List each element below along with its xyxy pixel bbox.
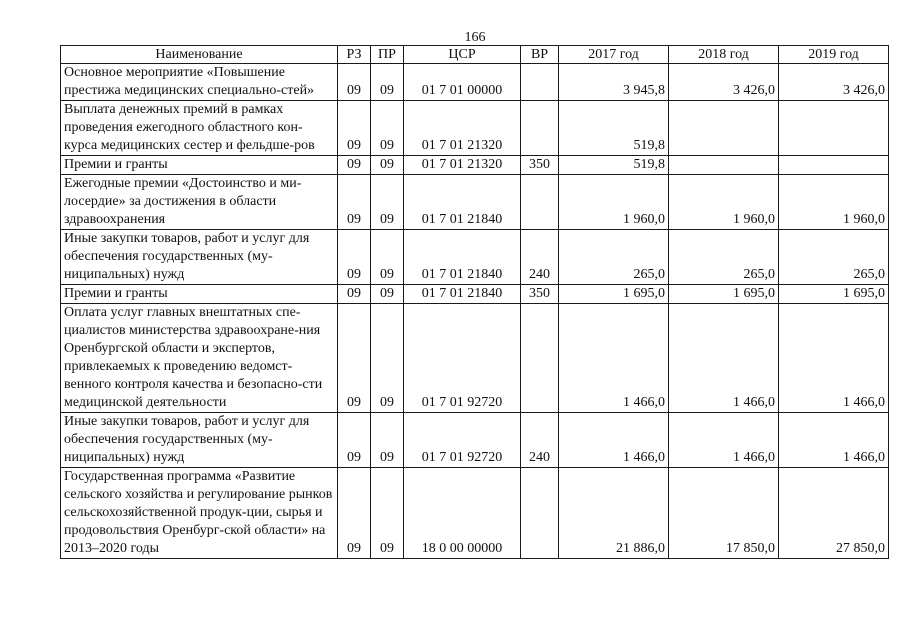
row-pr: 09: [371, 230, 404, 285]
row-rz: 09: [338, 64, 371, 101]
table-row: [61, 101, 889, 156]
row-vr: 350: [521, 156, 559, 175]
row-2017: 3 945,8: [559, 64, 669, 101]
row-vr: [521, 101, 559, 156]
table-row: [61, 413, 889, 468]
row-csr: 01 7 01 21840: [404, 285, 521, 304]
row-vr: [521, 468, 559, 559]
row-name-cell: [61, 468, 338, 559]
row-name-cell: [61, 304, 338, 413]
row-pr: 09: [371, 413, 404, 468]
row-2019: 1 466,0: [779, 413, 889, 468]
row-name-cell: [61, 64, 338, 101]
row-pr: 09: [371, 304, 404, 413]
row-name: Ежегодные премии «Достоинство и ми-лосердие» за достижения в области здравоохранения: [64, 176, 302, 227]
row-2018: 1 695,0: [669, 285, 779, 304]
row-2019: 1 695,0: [779, 285, 889, 304]
row-2017: 1 466,0: [559, 304, 669, 413]
row-2018: [669, 101, 779, 156]
row-name: Премии и гранты: [64, 157, 168, 172]
header-vr: ВР: [521, 46, 559, 64]
row-vr: [521, 304, 559, 413]
row-2017: 1 960,0: [559, 175, 669, 230]
header-2018: 2018 год: [669, 46, 779, 64]
page-number: 166: [464, 30, 486, 45]
row-csr: 01 7 01 21320: [404, 101, 521, 156]
row-rz: 09: [338, 156, 371, 175]
row-2018: 3 426,0: [669, 64, 779, 101]
row-2017: 519,8: [559, 156, 669, 175]
row-name: Основное мероприятие «Повышение престижа медицинских специально-стей»: [64, 65, 315, 98]
row-name: Государственная программа «Развитие сельского хозяйства и регулирование рынков сельскохозяйственной продук-ции, сырья и продовольствия Оренбург-ской области» на 2013–2020 годы: [64, 469, 333, 556]
row-pr: 09: [371, 285, 404, 304]
row-2018: [669, 156, 779, 175]
table-row: [61, 64, 889, 101]
table-row: [61, 156, 889, 175]
row-name-cell: [61, 156, 338, 175]
row-rz: 09: [338, 304, 371, 413]
row-pr: 09: [371, 175, 404, 230]
row-name: Премии и гранты: [64, 286, 168, 301]
row-2017: 1 695,0: [559, 285, 669, 304]
row-csr: 18 0 00 00000: [404, 468, 521, 559]
budget-table: [60, 45, 889, 559]
row-csr: 01 7 01 92720: [404, 413, 521, 468]
header-name: Наименование: [61, 46, 338, 64]
row-pr: 09: [371, 64, 404, 101]
row-2019: 3 426,0: [779, 64, 889, 101]
row-2017: 519,8: [559, 101, 669, 156]
row-csr: 01 7 01 21320: [404, 156, 521, 175]
row-2017: 1 466,0: [559, 413, 669, 468]
table-row: [61, 304, 889, 413]
row-2019: 1 960,0: [779, 175, 889, 230]
row-name-cell: [61, 230, 338, 285]
row-vr: 350: [521, 285, 559, 304]
header-2019: 2019 год: [779, 46, 889, 64]
row-name: Выплата денежных премий в рамках проведения ежегодного областного кон-курса медицинских сестер и фельдше-ров: [64, 102, 315, 153]
header-rz: РЗ: [338, 46, 371, 64]
row-name: Иные закупки товаров, работ и услуг для обеспечения государственных (му-ниципальных) нужд: [64, 414, 310, 465]
row-csr: 01 7 01 92720: [404, 304, 521, 413]
table-header-row: [61, 46, 889, 64]
row-name-cell: [61, 101, 338, 156]
row-vr: 240: [521, 230, 559, 285]
row-vr: [521, 64, 559, 101]
row-2018: 1 466,0: [669, 304, 779, 413]
header-2017: 2017 год: [559, 46, 669, 64]
table-row: [61, 230, 889, 285]
row-name-cell: [61, 285, 338, 304]
row-rz: 09: [338, 468, 371, 559]
row-rz: 09: [338, 175, 371, 230]
row-name: Иные закупки товаров, работ и услуг для обеспечения государственных (му-ниципальных) нужд: [64, 231, 310, 282]
row-name-cell: [61, 175, 338, 230]
row-2018: 265,0: [669, 230, 779, 285]
row-2019: 1 466,0: [779, 304, 889, 413]
row-rz: 09: [338, 285, 371, 304]
row-vr: [521, 175, 559, 230]
row-rz: 09: [338, 230, 371, 285]
table-row: [61, 175, 889, 230]
header-pr: ПР: [371, 46, 404, 64]
table-row: [61, 285, 889, 304]
row-csr: 01 7 01 21840: [404, 230, 521, 285]
row-vr: 240: [521, 413, 559, 468]
row-2019: 27 850,0: [779, 468, 889, 559]
row-pr: 09: [371, 156, 404, 175]
row-csr: 01 7 01 00000: [404, 64, 521, 101]
row-2019: 265,0: [779, 230, 889, 285]
row-2019: [779, 156, 889, 175]
row-name-cell: [61, 413, 338, 468]
row-name: Оплата услуг главных внештатных спе-циалистов министерства здравоохране-ния Оренбургской области и экспертов, привлекаемых к проведению ведомст-венного контроля качества и безопасно-сти медицинской деятельности: [64, 305, 323, 410]
table-row: [61, 468, 889, 559]
row-csr: 01 7 01 21840: [404, 175, 521, 230]
row-pr: 09: [371, 101, 404, 156]
row-2019: [779, 101, 889, 156]
row-2018: 1 960,0: [669, 175, 779, 230]
row-2017: 265,0: [559, 230, 669, 285]
row-pr: 09: [371, 468, 404, 559]
row-rz: 09: [338, 101, 371, 156]
row-2018: 17 850,0: [669, 468, 779, 559]
row-2017: 21 886,0: [559, 468, 669, 559]
row-rz: 09: [338, 413, 371, 468]
row-2018: 1 466,0: [669, 413, 779, 468]
header-csr: ЦСР: [404, 46, 521, 64]
